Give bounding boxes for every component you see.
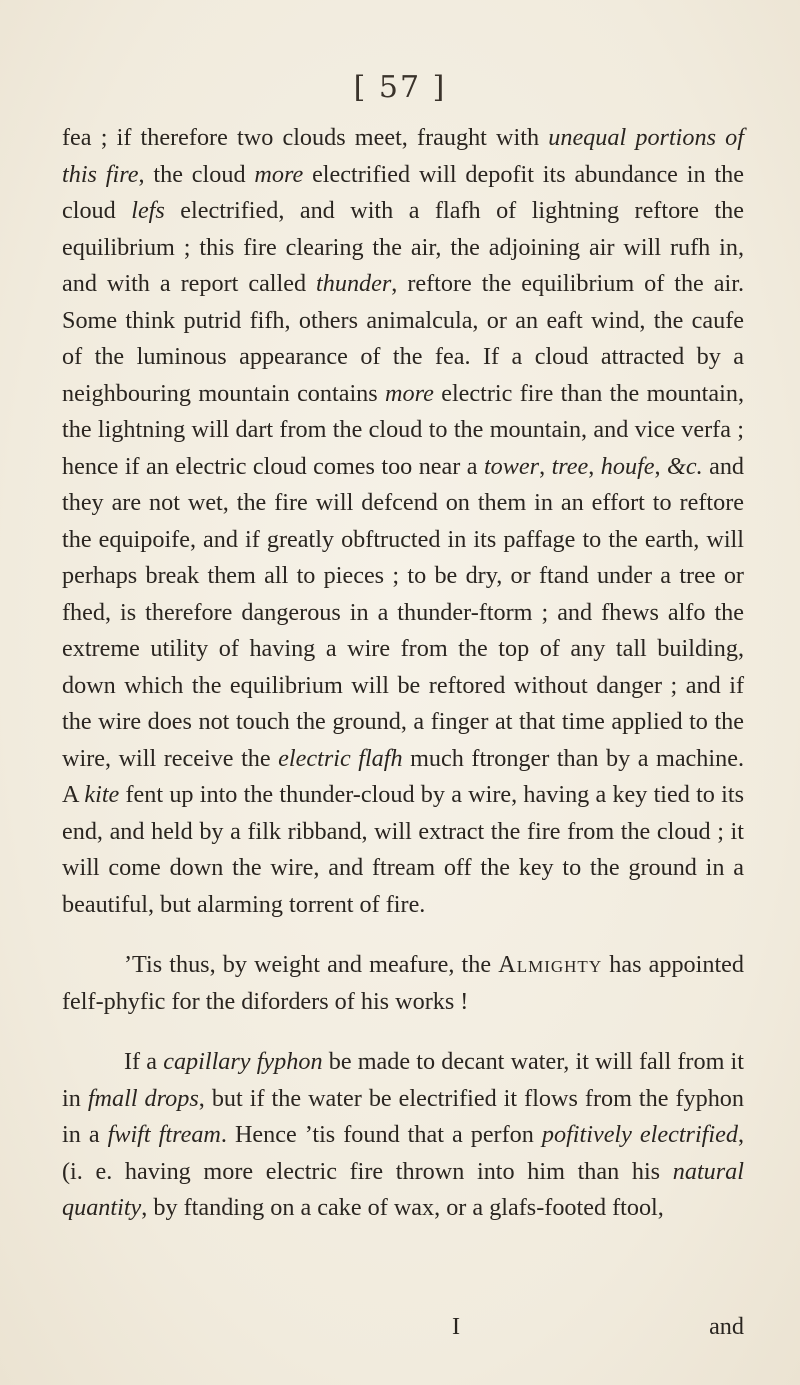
italic-run: &c. [667, 452, 703, 480]
text-run: , [654, 452, 668, 480]
text-run: electrified will depofit its abundance in the cloud [62, 160, 744, 224]
paragraph-1 [62, 120, 744, 923]
text-run: much ftronger than by a machine. A [62, 744, 744, 808]
italic-run: tree [551, 452, 589, 480]
text-run: , [588, 452, 601, 480]
italic-run: more [254, 160, 304, 188]
text-run: fent up into the thunder-cloud by a wire, having a key tied to its end, and held by a filk ribband, will extract the fire from the cloud ; it will come down the wire, and ftream off the key to the ground in a beautiful, but alarming torrent of fire. [62, 781, 744, 918]
italic-run: lefs [131, 197, 165, 224]
italic-run: kite [84, 781, 120, 808]
italic-run: natural quantity [62, 1157, 744, 1221]
italic-run: more [385, 379, 434, 407]
text-run: fea ; if therefore two clouds meet, fraught with [62, 124, 549, 151]
body-text [62, 120, 744, 1227]
italic-run: tower [483, 452, 540, 480]
text-run: , [539, 452, 552, 480]
italic-run: unequal portions of this fire [62, 124, 744, 188]
text-run: , by ftanding on a cake of wax, or a glafs-footed ftool, [141, 1194, 664, 1221]
text-run: electrified, and with a flafh of lightning reftore the equilibrium ; this fire clearing the air, the adjoining air will rufh in, and with a report called [62, 197, 744, 297]
small-caps-run: Almighty [498, 951, 603, 978]
text-run: electric fire than the mountain, the lightning will dart from the cloud to the mountain, and vice verfa ; hence if an electric cloud comes too near a [62, 379, 745, 480]
text-run: be made to decant water, it will fall from it in [62, 1048, 744, 1112]
text-run: . Hence ’tis found that a perfon [220, 1121, 542, 1148]
catchword: and [709, 1313, 744, 1340]
italic-run: capillary fyphon [163, 1048, 323, 1075]
text-run: If a [124, 1048, 164, 1075]
page-number: [ 57 ] [353, 70, 447, 105]
signature-mark: I [452, 1313, 461, 1340]
text-run: , the cloud [138, 160, 255, 188]
text-run: ’Tis thus, by weight and meafure, the [124, 951, 499, 978]
text-run: , (i. e. having more electric fire thrown into him than his [62, 1121, 745, 1185]
text-run: and they are not wet, the fire will defcend on them in an effort to reftore the equipoife, and if greatly obftructed in its paffage to the earth, will perhaps break them all to pieces ; to be dry, or ftand under a tree or fhed, is therefore dangerous in a thunder-ftorm ; and fhews alfo the extreme utility of having a wire from the top of any tall building, down which the equilibrium will be reftored without danger ; and if the wire does not touch the ground, a finger at that time applied to the wire, will receive the [62, 452, 745, 772]
paragraph-2 [62, 947, 744, 1020]
text-run: , but if the water be electrified it flows from the fyphon in a [62, 1084, 744, 1148]
italic-run: houfe [600, 452, 655, 480]
text-run: , reftore the equilibrium of the air. Some think putrid fifh, others animalcula, or an eaft wind, the caufe of the luminous appearance of the fea. If a cloud attracted by a neighbouring mountain contains [62, 270, 744, 407]
italic-run: fwift ftream [107, 1121, 221, 1148]
italic-run: fmall drops [87, 1084, 199, 1112]
italic-run: electric flafh [278, 744, 403, 772]
paragraph-3 [62, 1044, 744, 1227]
page-footer [62, 1313, 744, 1349]
italic-run: pofitively electrified [541, 1121, 738, 1148]
italic-run: thunder [316, 270, 392, 297]
text-run: has appointed felf-phyfic for the diforders of his works ! [62, 951, 745, 1015]
